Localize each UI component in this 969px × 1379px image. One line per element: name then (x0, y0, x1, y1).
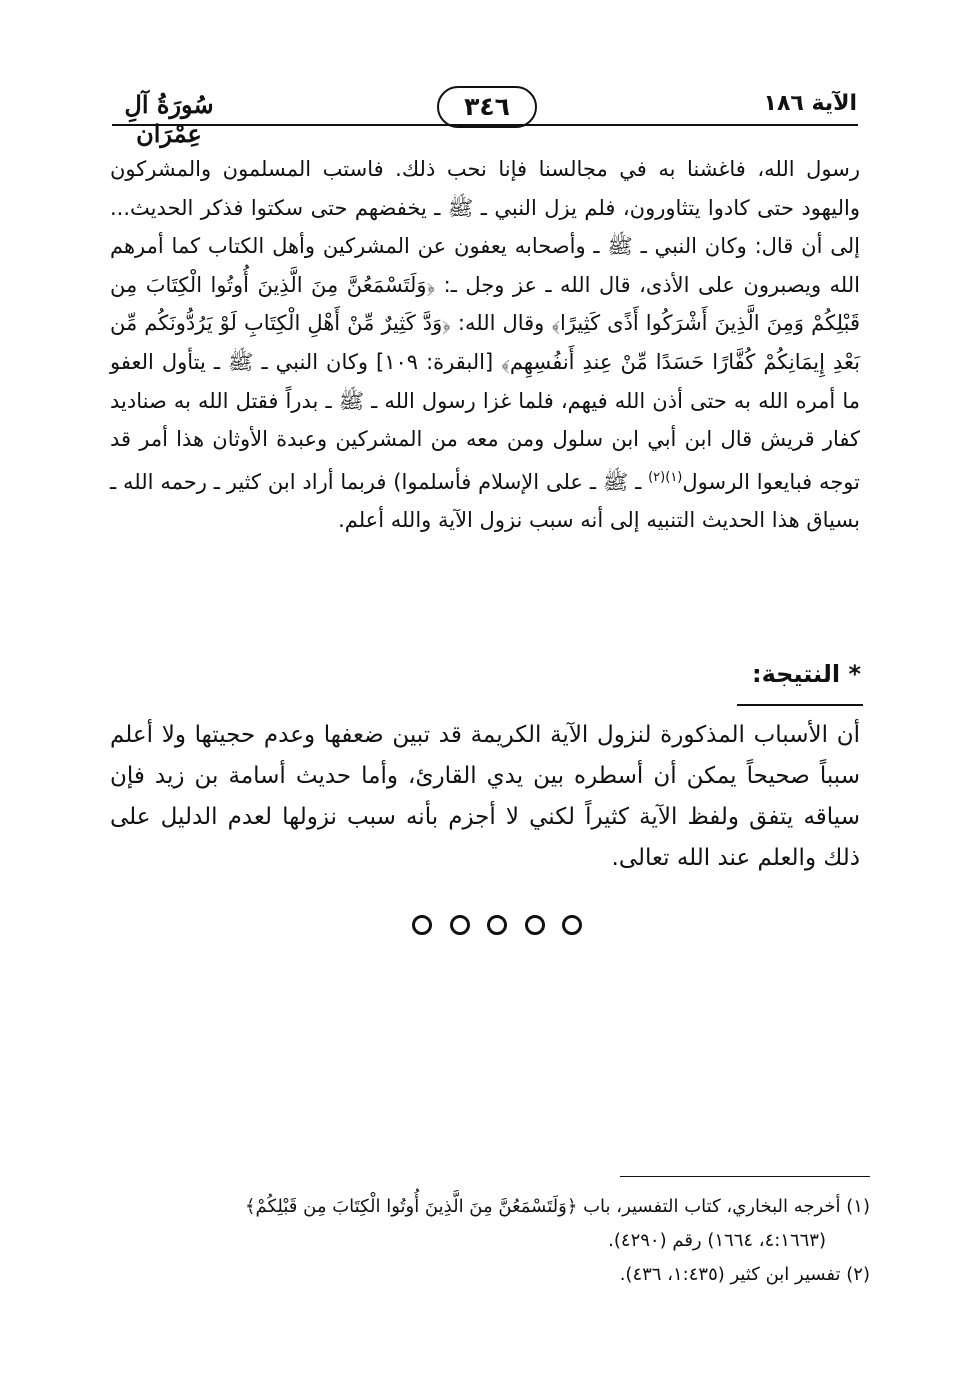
ring-ornament (525, 915, 545, 935)
footnote-2: (٢) تفسير ابن كثير (١:٤٣٥، ٤٣٦). (619, 1264, 870, 1285)
footnote-divider (620, 1176, 870, 1177)
result-heading-underline (737, 704, 863, 706)
header-divider (112, 124, 858, 126)
surah-title: سُورَةُ آلِ عِمْرَان (124, 90, 214, 148)
body-text: رسول الله، فاغشنا به في مجالسنا فإنا نحب ذلك. فاستب المسلمون والمشركون واليهود حتى كادوا يتثاورون، فلم يزل النبي ـ ﷺ ـ يخفضهم حتى سكتوا فذكر الحديث... إلى أن قال: وكان النبي ـ ﷺ ـ وأصحابه يعفون عن المشركين وأهل الكتاب كما أمرهم الله ويصبرون على الأذى، قال الله ـ عز وجل ـ: ﴿وَلَتَسْمَعُنَّ مِنَ الَّذِينَ أُوتُوا الْكِتَابَ مِن قَبْلِكُمْ وَمِنَ الَّذِينَ أَشْرَكُوا أَذًى كَثِيرًا﴾ وقال الله: ﴿وَدَّ كَثِيرٌ مِّنْ أَهْلِ الْكِتَابِ لَوْ يَرُدُّونَكُم مِّن بَعْدِ إِيمَانِكُمْ كُفَّارًا حَسَدًا مِّنْ عِندِ أَنفُسِهِم﴾ [البقرة: ١٠٩] وكان النبي ـ ﷺ ـ يتأول العفو ما أمره الله به حتى أذن الله فيهم، فلما غزا رسول الله ـ ﷺ ـ بدراً فقتل الله به صناديد كفار قريش قال ابن أبي ابن سلول ومن معه من المشركين وعبدة الأوثان هذا أمر قد توجه فبايعوا الرسول (110, 157, 860, 494)
page-number-badge: ٣٤٦ (437, 86, 537, 128)
ring-ornament (450, 915, 470, 935)
body-text-tail: ـ ﷺ ـ على الإسلام فأسلموا) فربما أراد ابن كثير ـ رحمه الله ـ بسياق هذا الحديث التنبيه إلى أنه سبب نزول الآية والله أعلم. (110, 469, 860, 533)
ayah-label: الآية ١٨٦ (763, 91, 857, 116)
result-heading: * النتيجة: (752, 660, 861, 688)
body-paragraph (110, 150, 860, 540)
footnote-1-line-1: (١) أخرجه البخاري، كتاب التفسير، باب ﴿وَلَتَسْمَعُنَّ مِنَ الَّذِينَ أُوتُوا الْكِتَابَ مِن قَبْلِكُمْ﴾ (244, 1196, 870, 1217)
footnote-refs: (١)(٢) (648, 469, 683, 485)
result-paragraph: أن الأسباب المذكورة لنزول الآية الكريمة قد تبين ضعفها وعدم حجيتها ولا أعلم سبباً صحيحاً يمكن أن أسطره بين يدي القارئ، وأما حديث أسامة بن زيد فإن سياقه يتفق ولفظ الآية كثيراً لكني لا أجزم بأنه سبب نزولها لعدم الدليل على ذلك والعلم عند الله تعالى. (110, 722, 860, 871)
ring-ornament (412, 915, 432, 935)
footnote-1-line-2: (٤:١٦٦٣، ١٦٦٤) رقم (٤٢٩٠). (608, 1230, 826, 1251)
section-separator-rings (412, 915, 582, 939)
ring-ornament (487, 915, 507, 935)
ring-ornament (562, 915, 582, 935)
footnotes (110, 1190, 870, 1292)
